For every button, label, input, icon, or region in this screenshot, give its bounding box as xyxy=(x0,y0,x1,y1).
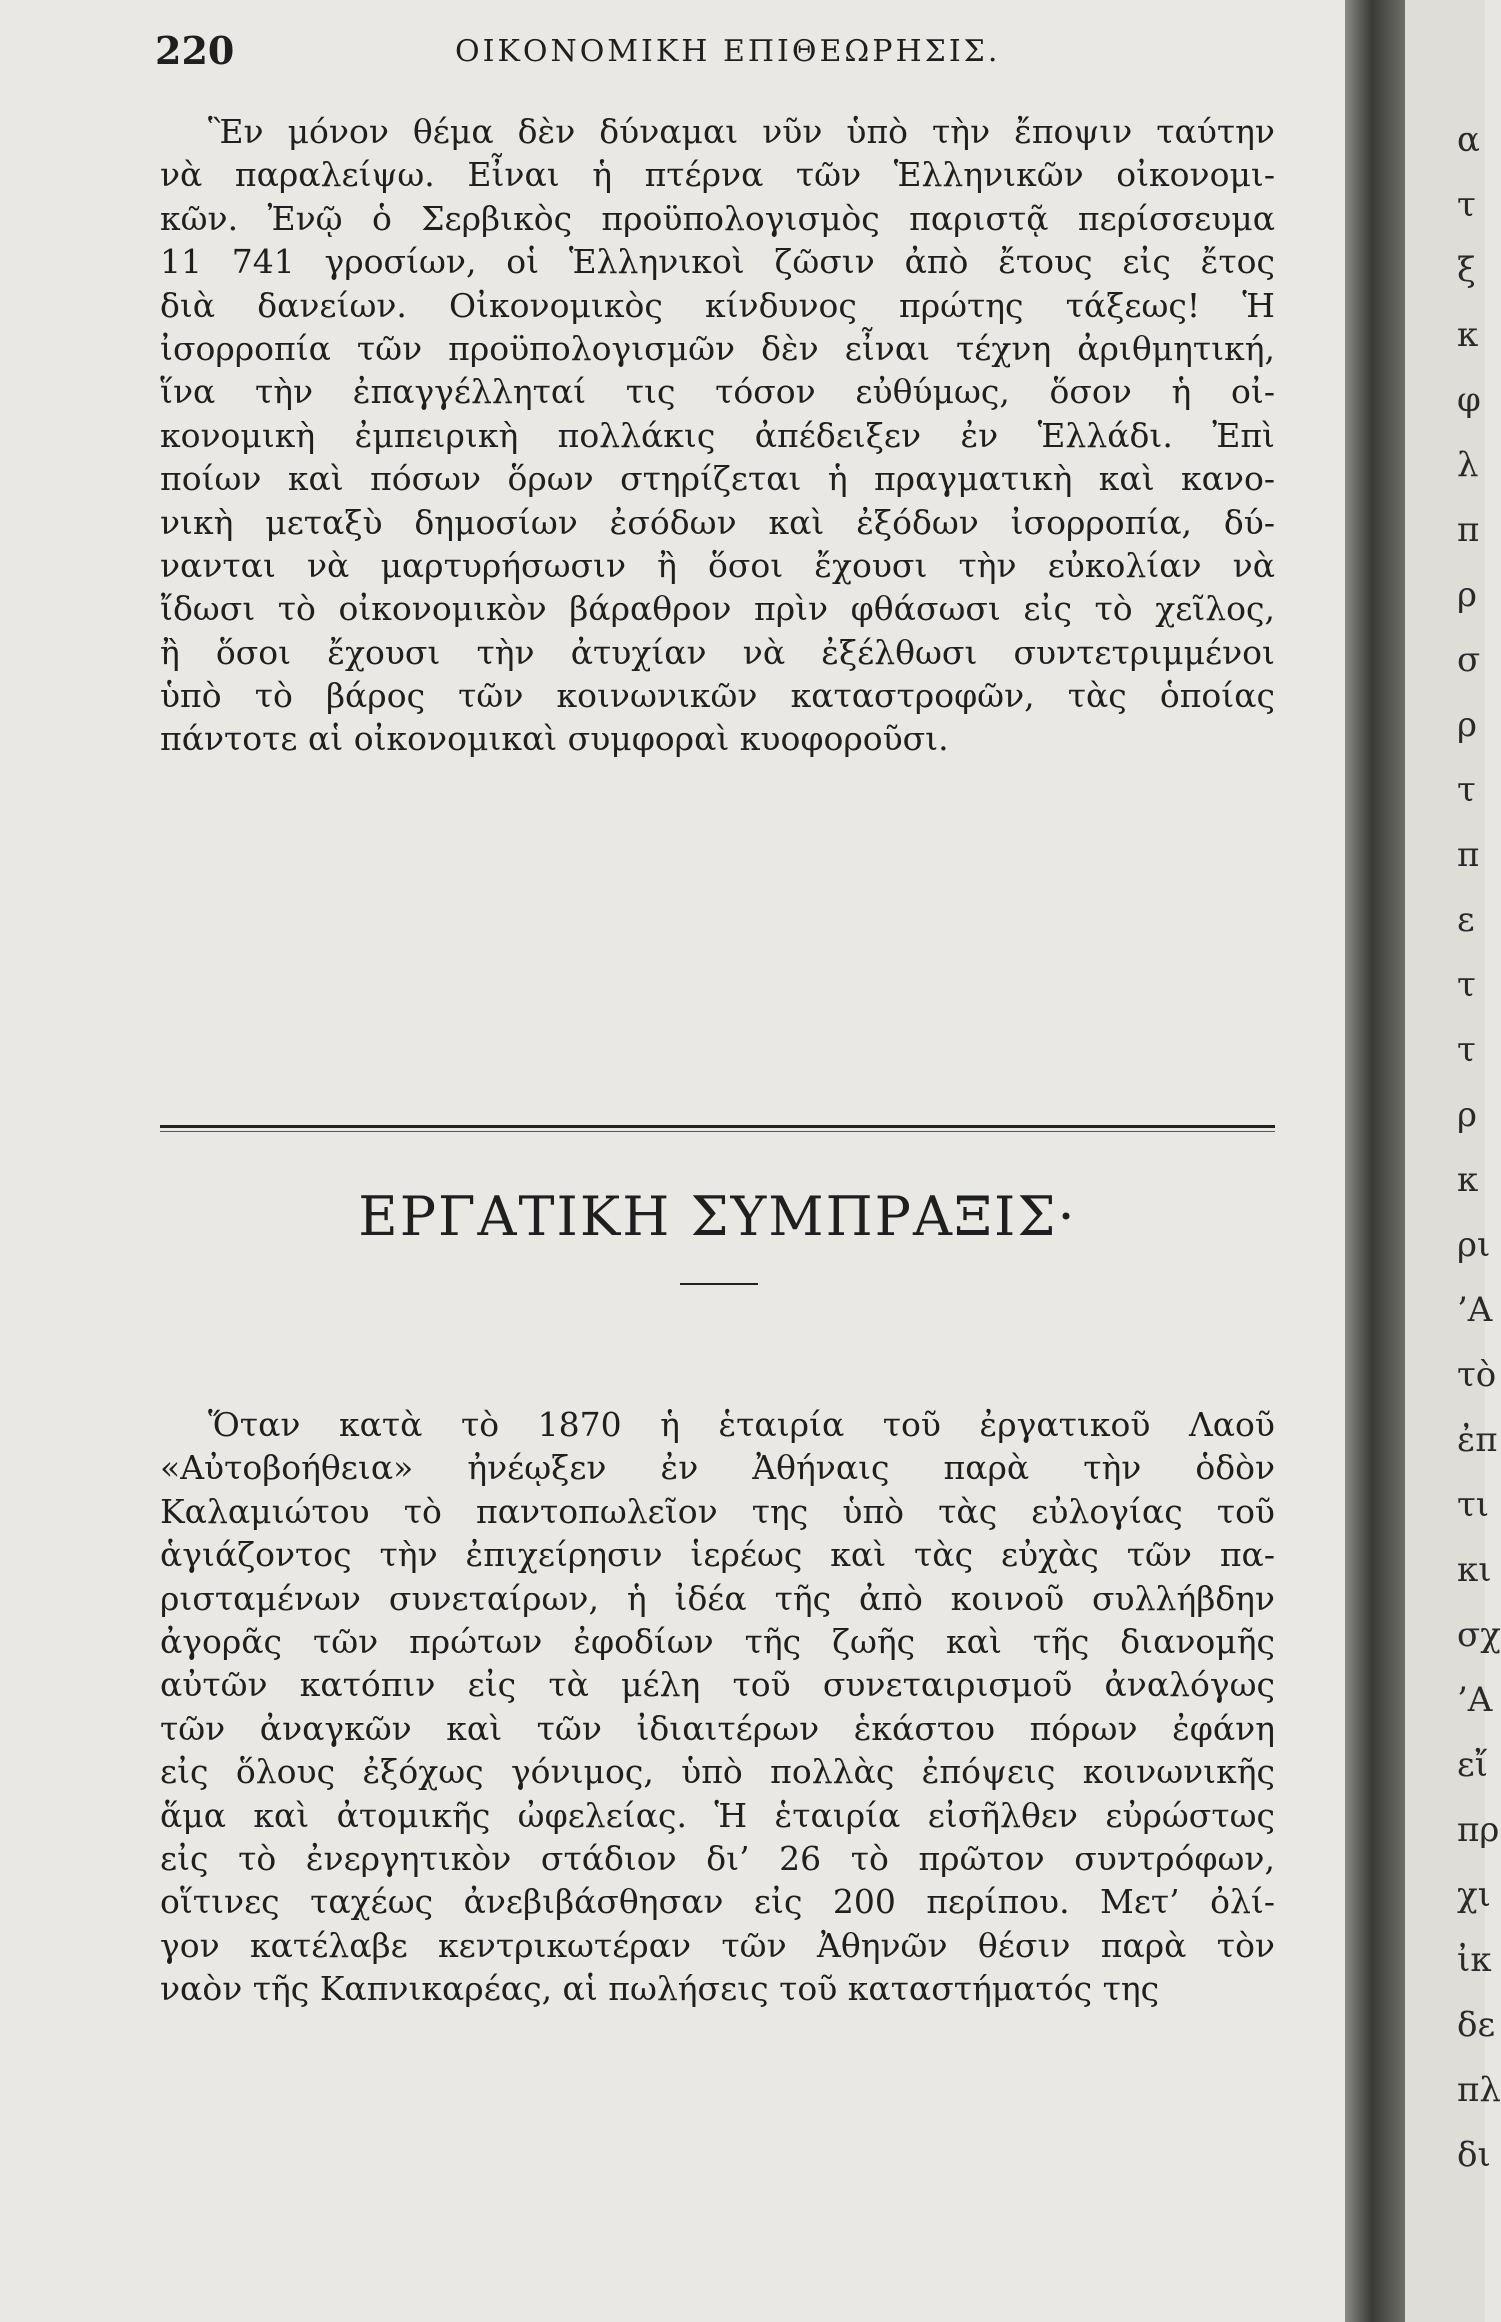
facing-page-fragment: φ xyxy=(1457,380,1481,420)
section-title: ΕΡΓΑΤΙΚΗ ΣΥΜΠΡΑΞΙΣ· xyxy=(358,1185,1077,1248)
facing-page-fragment: ἐπ xyxy=(1457,1420,1498,1460)
facing-page-fragment: σχ xyxy=(1457,1615,1501,1655)
text-line: τῶν ἀναγκῶν καὶ τῶν ἰδιαιτέρων ἑκάστου πόρων ἐφάνη xyxy=(160,1708,1275,1748)
text-line: ἰσορροπία τῶν προϋπολογισμῶν δὲν εἶναι τέχνη ἀριθμητική, xyxy=(160,328,1275,368)
text-line: κονομικὴ ἐμπειρικὴ πολλάκις ἀπέδειξεν ἐν Ἑλλάδι. Ἐπὶ xyxy=(160,415,1275,455)
facing-page-fragment: π xyxy=(1457,510,1480,550)
facing-page-fragment: κ xyxy=(1457,1160,1479,1200)
paragraph-budget xyxy=(160,110,1275,761)
facing-page-fragment: δι xyxy=(1457,2135,1491,2175)
facing-page-fragment: ’Α xyxy=(1457,1290,1493,1330)
facing-page-fragment: ε xyxy=(1457,900,1475,940)
facing-page-fragment: τ xyxy=(1457,770,1476,810)
facing-page-fragment: τ xyxy=(1457,965,1476,1005)
facing-page-fragment: λ xyxy=(1457,445,1479,485)
text-line: ἢ ὅσοι ἔχουσι τὴν ἀτυχίαν νὰ ἐξέλθωσι συντετριμμένοι xyxy=(160,632,1275,672)
text-line: νὰ παραλείψω. Εἶναι ἡ πτέρνα τῶν Ἑλληνικῶν οἰκονομι- xyxy=(160,155,1275,195)
text-line: γον κατέλαβε κεντρικωτέραν τῶν Ἀθηνῶν θέσιν παρὰ τὸν xyxy=(160,1925,1275,1965)
text-line: ναὸν τῆς Καπνικαρέας, αἱ πωλήσεις τοῦ καταστήματός της xyxy=(160,1969,1160,2009)
facing-page-fragment: δε xyxy=(1457,2005,1496,2045)
text-line: ἵνα τὴν ἐπαγγέλληταί τις τόσον εὐθύμως, ὅσον ἡ οἰ- xyxy=(160,372,1275,412)
text-line: 11 741 γροσίων, οἱ Ἑλληνικοὶ ζῶσιν ἀπὸ ἔτους εἰς ἔτος xyxy=(160,242,1275,282)
facing-page-fragment: ρ xyxy=(1457,705,1477,745)
facing-page-fragment: ρ xyxy=(1457,1095,1477,1135)
text-line: Ὅταν κατὰ τὸ 1870 ἡ ἑταιρία τοῦ ἐργατικοῦ Λαοῦ xyxy=(208,1405,1275,1444)
text-line: Καλαμιώτου τὸ παντοπωλεῖον της ὑπὸ τὰς εὐλογίας τοῦ xyxy=(160,1491,1275,1531)
text-line: διὰ δανείων. Οἰκονομικὸς κίνδυνος πρώτης τάξεως! Ἡ xyxy=(160,285,1275,325)
text-line: νανται νὰ μαρτυρήσωσιν ἢ ὅσοι ἔχουσι τὴν εὐκολίαν νὰ xyxy=(160,545,1275,585)
text-line: κῶν. Ἐνῷ ὁ Σερβικὸς προϋπολογισμὸς παριστᾷ περίσσευμα xyxy=(160,198,1275,238)
facing-page-fragment: πλ xyxy=(1457,2070,1501,2110)
text-line: «Αὐτοβοήθεια» ἠνέῳξεν ἐν Ἀθήναις παρὰ τὴν ὁδὸν xyxy=(160,1448,1275,1488)
facing-page-fragment: ρ xyxy=(1457,575,1477,615)
text-line: εἰς τὸ ἐνεργητικὸν στάδιον δι’ 26 τὸ πρῶτον συντρόφων, xyxy=(160,1838,1275,1878)
facing-page-fragment: π xyxy=(1457,835,1480,875)
section-divider-rule-thin xyxy=(160,1131,1275,1132)
text-line: ὑπὸ τὸ βάρος τῶν κοινωνικῶν καταστροφῶν, τὰς ὁποίας xyxy=(160,676,1275,716)
text-line: οἵτινες ταχέως ἀνεβιβάσθησαν εἰς 200 περίπου. Μετ’ ὀλί- xyxy=(160,1882,1275,1922)
facing-page-fragment: πρ xyxy=(1457,1810,1500,1850)
facing-page-fragment: ξ xyxy=(1457,250,1476,290)
facing-page-fragment: τι xyxy=(1457,1485,1490,1525)
text-line: ποίων καὶ πόσων ὅρων στηρίζεται ἡ πραγματικὴ καὶ κανο- xyxy=(160,459,1275,499)
facing-page-fragment: σ xyxy=(1457,640,1481,680)
facing-page-fragment: κι xyxy=(1457,1550,1492,1590)
facing-page-fragment: τ xyxy=(1457,185,1476,225)
text-line: ἀγορᾶς τῶν πρώτων ἐφοδίων τῆς ζωῆς καὶ τῆς διανομῆς xyxy=(160,1621,1275,1661)
book-gutter xyxy=(1345,0,1405,2322)
page-number: 220 xyxy=(155,28,235,73)
text-line: νικὴ μεταξὺ δημοσίων ἐσόδων καὶ ἐξόδων ἰσορροπία, δύ- xyxy=(160,502,1275,542)
title-underline xyxy=(680,1283,758,1285)
facing-page-fragment: ρι xyxy=(1457,1225,1491,1265)
text-line: ἅμα καὶ ἀτομικῆς ὠφελείας. Ἡ ἑταιρία εἰσῆλθεν εὐρώστως xyxy=(160,1795,1275,1835)
facing-page-fragment: εἴ xyxy=(1457,1745,1488,1785)
text-line: πάντοτε αἱ οἰκονομικαὶ συμφοραὶ κυοφοροῦσι. xyxy=(160,719,949,759)
facing-page-fragment: α xyxy=(1457,120,1480,160)
facing-page-fragment: ’Α xyxy=(1457,1680,1493,1720)
facing-page-fragment: τὸ xyxy=(1457,1355,1497,1395)
text-line: Ἓν μόνον θέμα δὲν δύναμαι νῦν ὑπὸ τὴν ἔποψιν ταύτην xyxy=(208,112,1275,151)
text-line: ἁγιάζοντος τὴν ἐπιχείρησιν ἱερέως καὶ τὰς εὐχὰς τῶν πα- xyxy=(160,1535,1275,1575)
facing-page-edge xyxy=(1405,0,1501,2322)
text-line: αὐτῶν κατόπιν εἰς τὰ μέλη τοῦ συνεταιρισμοῦ ἀναλόγως xyxy=(160,1665,1275,1705)
facing-page-fragment: ἰκ xyxy=(1457,1940,1492,1980)
text-line: ἴδωσι τὸ οἰκονομικὸν βάραθρον πρὶν φθάσωσι εἰς τὸ χεῖλος, xyxy=(160,589,1275,629)
facing-page-fragment: χι xyxy=(1457,1875,1491,1915)
running-head: ΟΙΚΟΝΟΜΙΚΗ ΕΠΙΘΕΩΡΗΣΙΣ. xyxy=(455,34,1001,69)
text-line: εἰς ὅλους ἐξόχως γόνιμος, ὑπὸ πολλὰς ἐπόψεις κοινωνικῆς xyxy=(160,1752,1275,1792)
facing-page-fragment: τ xyxy=(1457,1030,1476,1070)
text-line: ρισταμένων συνεταίρων, ἡ ἰδέα τῆς ἀπὸ κοινοῦ συλλήβδην xyxy=(160,1578,1275,1618)
section-divider-rule xyxy=(160,1125,1275,1128)
page-header xyxy=(155,28,1275,88)
paragraph-cooperative xyxy=(160,1403,1275,2010)
facing-page-fragment: κ xyxy=(1457,315,1479,355)
